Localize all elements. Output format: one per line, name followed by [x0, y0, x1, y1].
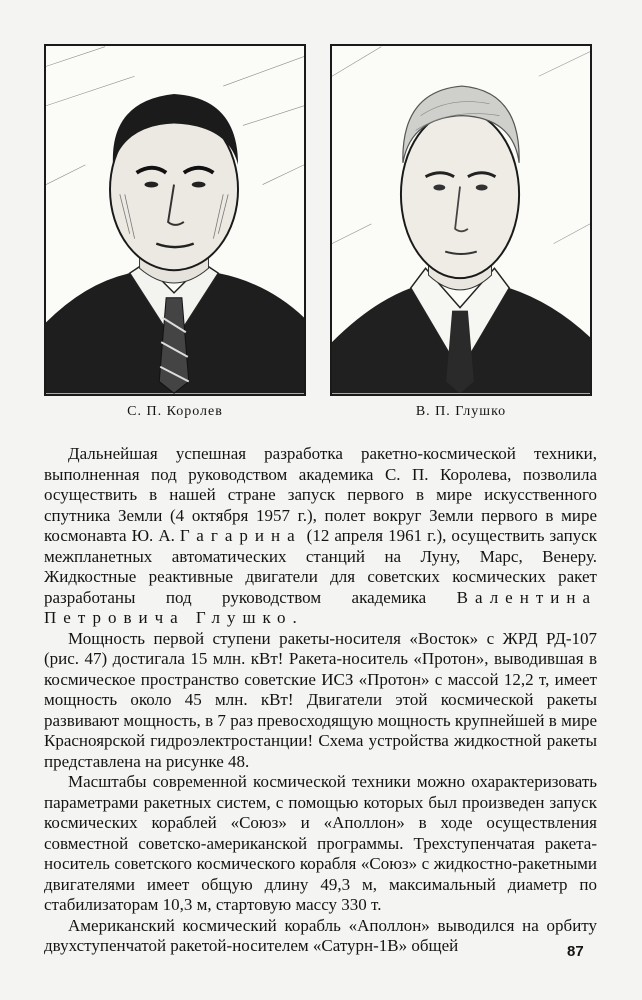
- body-text: [44, 444, 597, 957]
- paragraph-4: Американский космический корабль «Аполлон» выводился на орбиту двухступенчатой ракетой-носителем «Сатурн-1В» общей: [44, 915, 597, 955]
- caption-glushko: В. П. Глушко: [415, 404, 507, 419]
- paragraph-1-part-1: Дальнейшая успешная разработка ракетно-космической техники, выполненная под руководством академика С. П. Королева, позволила осуществить в нашей стране запуск первого в мире искусственного спутника Земли (4 октября 1957 г.), полет вокруг Земли первого в мире космонавта Ю. А.: [44, 444, 597, 545]
- paragraph-1-part-3: .: [292, 608, 297, 627]
- portrait-glushko-drawing: [332, 46, 590, 394]
- paragraph-1-part-2: (12 апреля 1961 г.), осуществить запуск межпланетных автоматических станций на Луну, Марс, Венеру. Жидкостные реактивные двигатели для советских космических ракет разработаны под руководством академика: [44, 526, 597, 607]
- portrait-korolev-drawing: [46, 46, 304, 394]
- paragraph-2: Мощность первой ступени ракеты-носителя «Восток» с ЖРД РД-107 (рис. 47) достигала 15 млн. кВт! Ракета-носитель «Протон», выводившая в космическое пространство советские ИСЗ «Протон» с массой 12,2 т, имеет мощность около 45 млн. кВт! Двигатели этой космической ракеты развивают мощность, в 7 раз превосходящую мощность крупнейшей в мире Красноярской гидроэлектростанции! Схема устройства жидкостной ракеты представлена на рисунке 48.: [44, 628, 597, 771]
- emphasized-name-gagarin: Гагарина: [179, 526, 302, 545]
- paragraph-3: Масштабы современной космической техники можно охарактеризовать параметрами ракетных систем, с помощью которых был произведен запуск космических кораблей «Союз» и «Аполлон» в ходе осуществления совместной советско-американской программы. Трехступенчатая ракета-носитель советского космического корабля «Союз» с жидкостно-ракетными двигателями имеет общую длину 49,3 м, максимальный диаметр по стабилизаторам 10,3 м, стартовую массу 330 т.: [44, 772, 597, 914]
- emphasized-name-glushko: Валентина Петровича Глушко: [44, 587, 597, 627]
- paragraph-1: [44, 444, 597, 629]
- caption-korolev: С. П. Королев: [127, 404, 223, 419]
- portrait-korolev: [44, 44, 306, 396]
- portrait-glushko: [330, 44, 592, 396]
- page-number: 87: [567, 943, 584, 960]
